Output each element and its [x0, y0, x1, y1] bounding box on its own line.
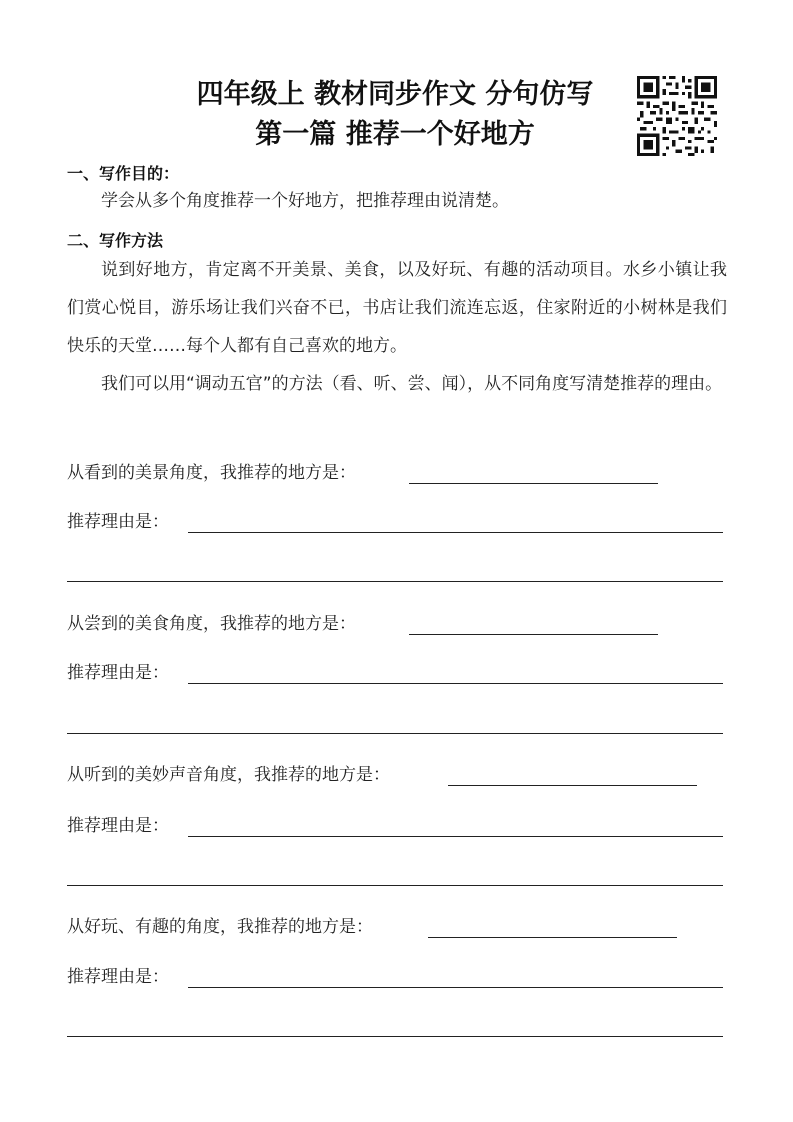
page-title: 四年级上 教材同步作文 分句仿写 [196, 79, 594, 110]
reason-answer-line[interactable] [67, 885, 723, 886]
reason-answer-line[interactable] [67, 733, 723, 734]
place-answer-blank[interactable] [409, 483, 658, 484]
place-answer-blank[interactable] [448, 785, 697, 786]
page-subtitle: 第一篇 推荐一个好地方 [255, 119, 535, 150]
qr-code-icon [637, 76, 717, 156]
exercise-prompt: 从好玩、有趣的角度，我推荐的地方是： [67, 917, 373, 937]
reason-answer-blank[interactable] [188, 987, 723, 988]
place-answer-blank[interactable] [409, 634, 658, 635]
exercise-prompt: 从尝到的美食角度，我推荐的地方是： [67, 614, 356, 634]
reason-label: 推荐理由是： [67, 967, 169, 987]
exercise-prompt: 从听到的美妙声音角度，我推荐的地方是： [67, 765, 390, 785]
exercise-prompt: 从看到的美景角度，我推荐的地方是： [67, 463, 356, 483]
reason-answer-blank[interactable] [188, 683, 723, 684]
reason-label: 推荐理由是： [67, 816, 169, 836]
place-answer-blank[interactable] [428, 937, 677, 938]
reason-label: 推荐理由是： [67, 663, 169, 683]
reason-answer-blank[interactable] [188, 532, 723, 533]
reason-answer-line[interactable] [67, 581, 723, 582]
purpose-text: 学会从多个角度推荐一个好地方，把推荐理由说清楚。 [101, 191, 509, 211]
section-heading-purpose: 一、写作目的： [67, 164, 180, 183]
reason-answer-line[interactable] [67, 1036, 723, 1037]
section-heading-method: 二、写作方法 [67, 231, 164, 250]
reason-answer-blank[interactable] [188, 836, 723, 837]
reason-label: 推荐理由是： [67, 512, 169, 532]
method-paragraph-1: 说到好地方，肯定离不开美景、美食，以及好玩、有趣的活动项目。水乡小镇让我们赏心悦目，游乐场让我们兴奋不已，书店让我们流连忘返，住家附近的小树林是我们快乐的天堂……每个人都有自己喜欢的地方。 [67, 260, 727, 356]
method-paragraph-2: 我们可以用“调动五官”的方法（看、听、尝、闻），从不同角度写清楚推荐的理由。 [101, 374, 723, 394]
